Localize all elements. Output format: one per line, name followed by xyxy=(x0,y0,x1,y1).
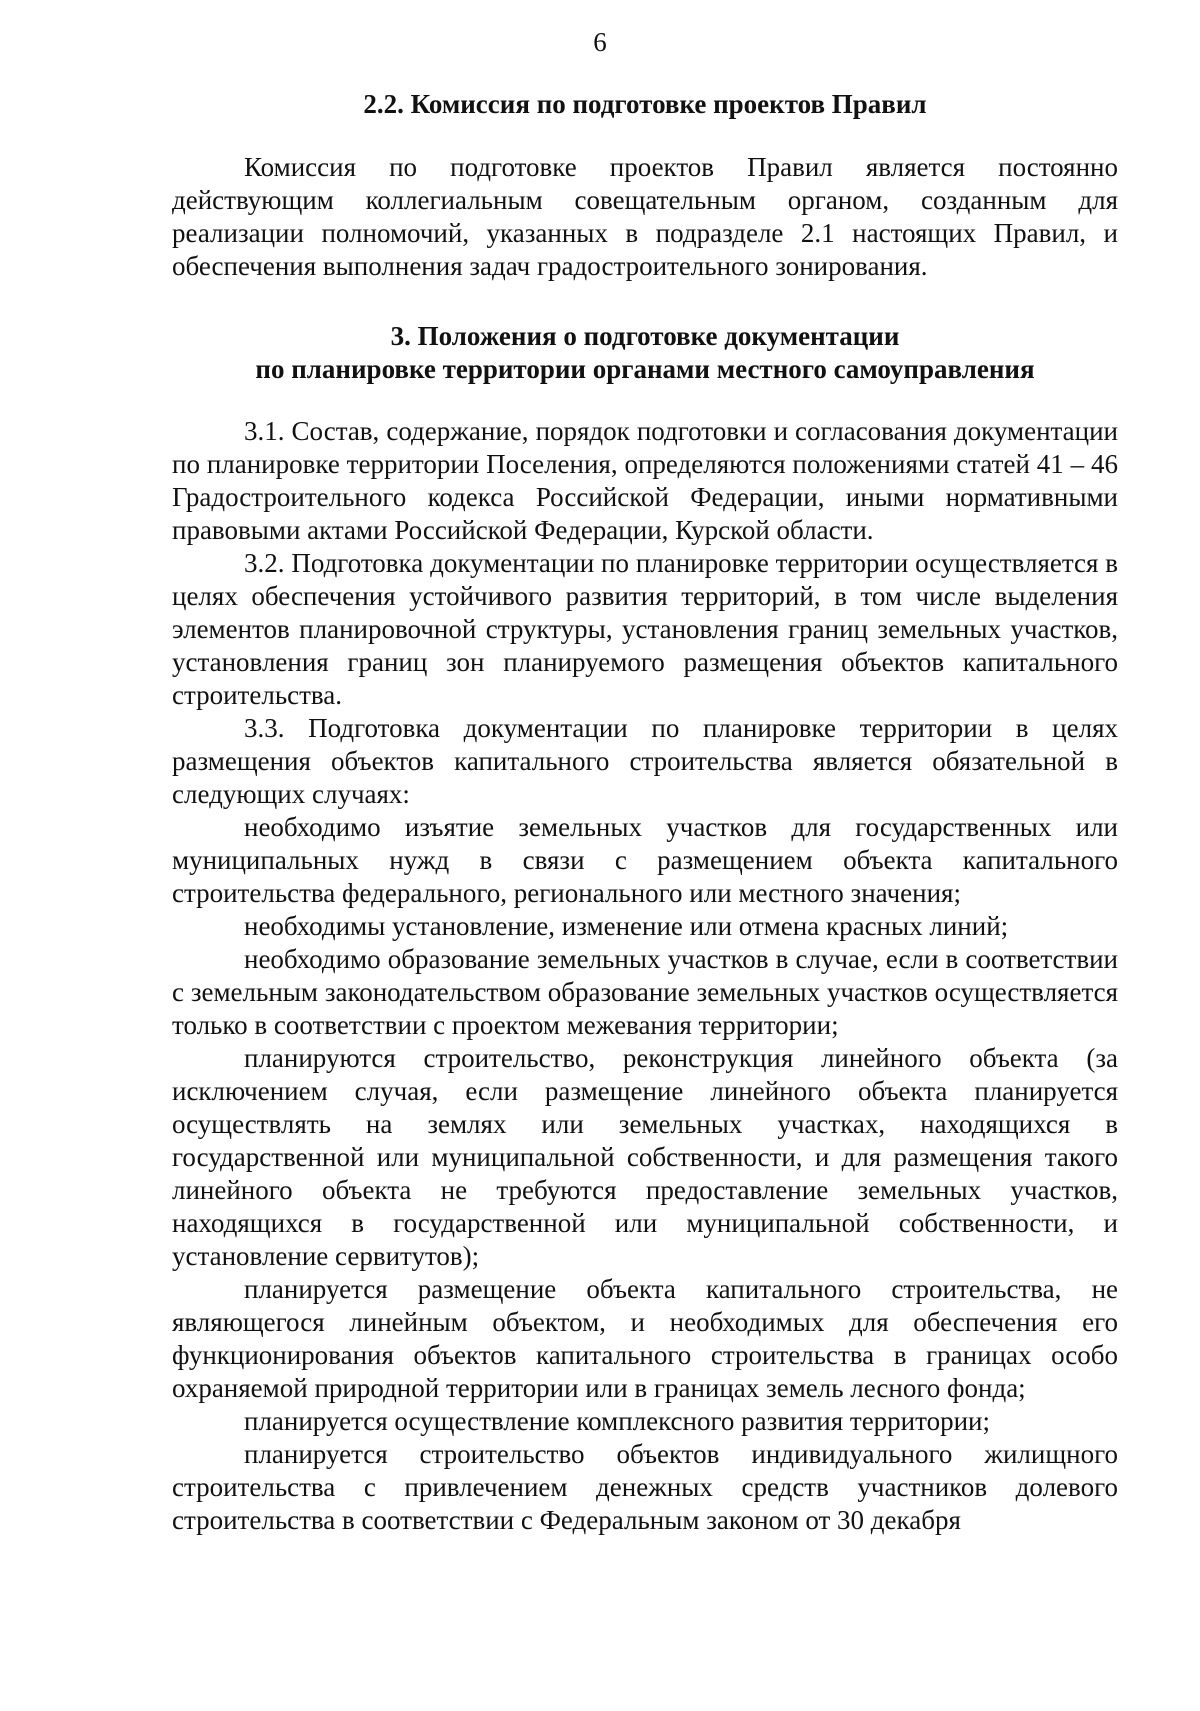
case-item: необходимо изъятие земельных участков для государственных или муниципальных нужд в связи с размещением объекта капитального строительства федерального, регионального или местного значения; xyxy=(172,812,1118,908)
case-item: планируется осуществление комплексного развития территории; xyxy=(244,1406,990,1436)
page-content xyxy=(172,88,1118,1537)
paragraph-3-3: 3.3. Подготовка документации по планировке территории в целях размещения объектов капитального строительства является обязательной в следующих случаях: xyxy=(172,713,1118,809)
case-item: планируется строительство объектов индивидуального жилищного строительства с привлечением денежных средств участников долевого строительства в соответствии с Федеральным законом от 30 декабря xyxy=(172,1439,1118,1535)
case-item: планируются строительство, реконструкция линейного объекта (за исключением случая, если размещение линейного объекта планируется осуществлять на землях или земельных участках, находящихся в государственной или муниципальной собственности, и для размещения такого линейного объекта не требуются предоставление земельных участков, находящихся в государственной или муниципальной собственности, и установление сервитутов); xyxy=(172,1043,1118,1271)
case-item: необходимо образование земельных участков в случае, если в соответствии с земельным законодательством образование земельных участков осуществляется только в соответствии с проектом межевания территории; xyxy=(172,944,1118,1040)
section-3-heading xyxy=(172,320,1118,386)
case-item: планируется размещение объекта капитального строительства, не являющегося линейным объектом, и необходимых для обеспечения его функционирования объектов капитального строительства в границах особо охраняемой природной территории или в границах земель лесного фонда; xyxy=(172,1274,1118,1403)
paragraph-3-2: 3.2. Подготовка документации по планировке территории осуществляется в целях обеспечения устойчивого развития территорий, в том числе выделения элементов планировочной структуры, установления границ земельных участков, установления границ зон планируемого размещения объектов капитального строительства. xyxy=(172,548,1118,710)
section-3-heading-line-1: 3. Положения о подготовке документации xyxy=(390,321,900,351)
section-3-heading-line-2: по планировке территории органами местного самоуправления xyxy=(255,354,1035,384)
case-item: необходимы установление, изменение или отмена красных линий; xyxy=(244,911,1009,941)
section-2-2-heading: 2.2. Комиссия по подготовке проектов Правил xyxy=(363,89,927,119)
page-number: 6 xyxy=(593,27,607,57)
section-2-2-paragraph: Комиссия по подготовке проектов Правил является постоянно действующим коллегиальным совещательным органом, созданным для реализации полномочий, указанных в подразделе 2.1 настоящих Правил, и обеспечения выполнения задач градостроительного зонирования. xyxy=(172,152,1118,281)
paragraph-3-1: 3.1. Состав, содержание, порядок подготовки и согласования документации по планировке территории Поселения, определяются положениями статей 41 – 46 Градостроительного кодекса Российской Федерации, иными нормативными правовыми актами Российской Федерации, Курской области. xyxy=(172,416,1118,545)
